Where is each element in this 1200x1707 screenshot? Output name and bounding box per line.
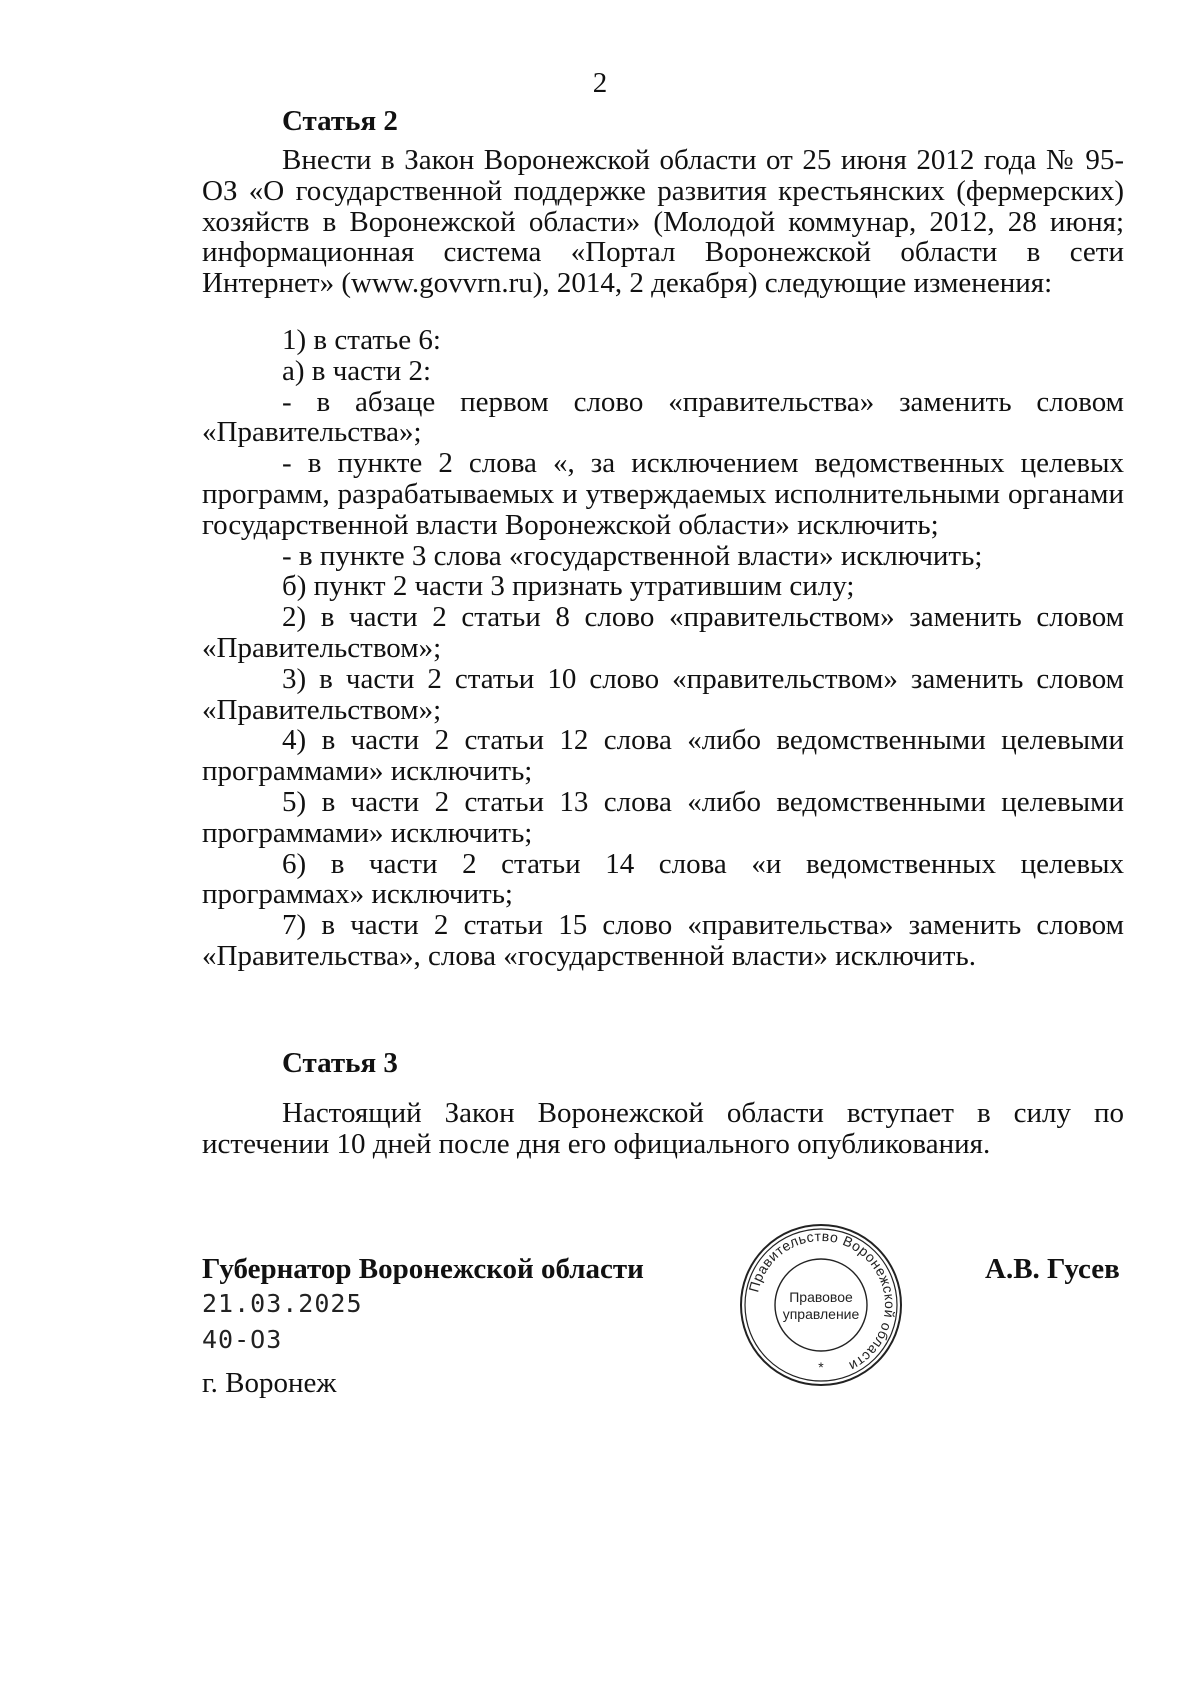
amendment-item: б) пункт 2 части 3 признать утратившим силу;	[282, 570, 855, 603]
article-2-intro-block	[202, 145, 1124, 299]
governor-title: Губернатор Воронежской области	[202, 1253, 644, 1285]
seal-star: *	[818, 1359, 824, 1375]
seal-inner-line1: Правовое	[789, 1289, 853, 1305]
amendment-item: 7) в части 2 статьи 15 слово «правительства» заменить словом «Правительства», слова «государственной власти» исключить.	[202, 909, 1124, 972]
article-3-block	[202, 1098, 1124, 1160]
seal-inner-line2: управление	[782, 1306, 860, 1322]
governor-name: А.В. Гусев	[985, 1253, 1120, 1285]
amendment-item: 3) в части 2 статьи 10 слово «правительством» заменить словом «Правительством»;	[202, 662, 1124, 726]
signature-block	[202, 1252, 644, 1400]
page-number: 2	[592, 67, 608, 99]
article-3-heading: Статья 3	[282, 1047, 398, 1079]
amendment-item: 2) в части 2 статьи 8 слово «правительством» заменить словом «Правительством»;	[202, 601, 1124, 664]
amendment-item: 5) в части 2 статьи 13 слова «либо ведомственными целевыми программами» исключить;	[202, 785, 1124, 849]
law-number: 40-ОЗ	[202, 1325, 283, 1354]
article-2-heading: Статья 2	[282, 105, 398, 137]
law-date: 21.03.2025	[202, 1289, 363, 1318]
legal-department-seal	[738, 1222, 904, 1388]
article-3-text: Настоящий Закон Воронежской области вступает в силу по истечении 10 дней после дня его официального опубликования.	[202, 1097, 1124, 1160]
amendment-item: 4) в части 2 статьи 12 слова «либо ведомственными целевыми программами» исключить;	[202, 724, 1124, 788]
city: г. Воронеж	[202, 1367, 337, 1399]
amendment-item: - в пункте 3 слова «государственной власти» исключить;	[282, 539, 983, 572]
amendment-item: а) в части 2:	[282, 354, 432, 387]
amendment-item: - в абзаце первом слово «правительства» заменить словом «Правительства»;	[202, 385, 1124, 449]
article-2-intro: Внести в Закон Воронежской области от 25 июня 2012 года № 95-ОЗ «О государственной поддержке развития крестьянских (фермерских) хозяйств в Воронежской области» (Молодой коммунар, 2012, 28 июня; информационная система «Портал Воронежской области в сети Интернет» (www.govvrn.ru), 2014, 2 декабря) следующие изменения:	[202, 144, 1124, 300]
seal-outer-text: Правительство Воронежской области	[745, 1227, 899, 1375]
amendments-list	[202, 325, 1124, 972]
amendment-item: 1) в статье 6:	[282, 324, 441, 356]
amendment-item: - в пункте 2 слова «, за исключением ведомственных целевых программ, разрабатываемых и утверждаемых исполнительными органами государственной власти Воронежской области» исключить;	[202, 447, 1124, 541]
amendment-item: 6) в части 2 статьи 14 слова «и ведомственных целевых программах» исключить;	[202, 847, 1124, 911]
